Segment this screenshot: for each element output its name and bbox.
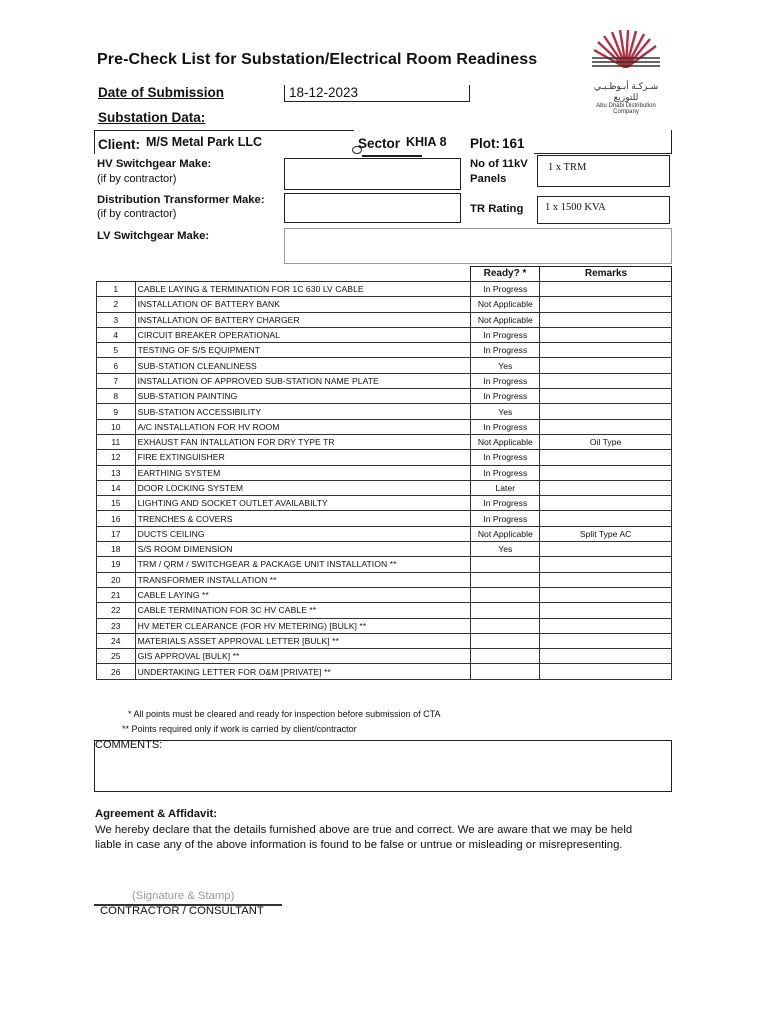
item-remarks[interactable] [540,542,672,557]
item-remarks[interactable] [540,389,672,404]
transformer-make-label: Distribution Transformer Make: [97,194,265,206]
item-number: 3 [97,312,136,327]
item-remarks[interactable] [540,327,672,342]
item-description: UNDERTAKING LETTER FOR O&M [PRIVATE] ** [135,664,471,679]
item-ready-status[interactable]: Not Applicable [471,526,540,541]
item-number: 20 [97,572,136,587]
item-ready-status[interactable]: Yes [471,404,540,419]
item-description: HV METER CLEARANCE (FOR HV METERING) [BULK] ** [135,618,471,633]
signature-role: CONTRACTOR / CONSULTANT [100,905,264,917]
item-ready-status[interactable]: Not Applicable [471,297,540,312]
item-ready-status[interactable]: In Progress [471,419,540,434]
item-description: FIRE EXTINGUISHER [135,450,471,465]
client-row [94,128,672,156]
table-row [97,496,672,511]
table-row [97,603,672,618]
item-remarks[interactable] [540,297,672,312]
item-number: 4 [97,327,136,342]
agreement-line-2: liable in case any of the above information is found to be false or untrue or misleading or misrepresenting. [95,839,623,851]
tr-rating-label: TR Rating [470,203,524,215]
note-2: ** Points required only if work is carried by client/contractor [122,724,357,734]
item-number: 9 [97,404,136,419]
hv-switchgear-note: (if by contractor) [97,173,177,185]
table-row [97,587,672,602]
table-row [97,480,672,495]
transformer-make-field[interactable] [284,193,461,223]
item-remarks[interactable] [540,511,672,526]
item-ready-status[interactable] [471,633,540,648]
item-ready-status[interactable]: Yes [471,358,540,373]
submission-date-field[interactable] [284,85,470,102]
item-remarks[interactable] [540,358,672,373]
signature-hint: (Signature & Stamp) [132,890,235,902]
item-ready-status[interactable]: In Progress [471,327,540,342]
item-description: LIGHTING AND SOCKET OUTLET AVAILABILTY [135,496,471,511]
item-remarks[interactable] [540,664,672,679]
panels-field[interactable] [537,155,670,187]
table-row [97,389,672,404]
item-ready-status[interactable]: Not Applicable [471,434,540,449]
item-remarks[interactable] [540,373,672,388]
comments-box[interactable] [94,740,672,792]
item-remarks[interactable] [540,419,672,434]
item-ready-status[interactable]: In Progress [471,389,540,404]
item-description: A/C INSTALLATION FOR HV ROOM [135,419,471,434]
note-1: * All points must be cleared and ready for inspection before submission of CTA [128,709,441,719]
item-description: TRANSFORMER INSTALLATION ** [135,572,471,587]
plot-field[interactable] [534,130,672,154]
table-row [97,649,672,664]
table-row [97,343,672,358]
panels-label-2: Panels [470,173,507,185]
table-row [97,282,672,297]
item-remarks[interactable] [540,557,672,572]
client-label: Client: [98,137,140,152]
item-remarks[interactable] [540,603,672,618]
item-remarks[interactable] [540,633,672,648]
table-row [97,450,672,465]
item-ready-status[interactable]: In Progress [471,450,540,465]
item-number: 19 [97,557,136,572]
adc-logo [586,28,666,115]
item-remarks[interactable] [540,649,672,664]
item-number: 14 [97,480,136,495]
item-description: SUB-STATION PAINTING [135,389,471,404]
item-ready-status[interactable]: In Progress [471,496,540,511]
item-number: 13 [97,465,136,480]
table-row [97,542,672,557]
item-number: 5 [97,343,136,358]
plot-label: Plot: [470,136,500,151]
item-number: 15 [97,496,136,511]
col-remarks-header: Remarks [584,268,628,279]
item-number: 16 [97,511,136,526]
item-remarks[interactable] [540,343,672,358]
item-number: 8 [97,389,136,404]
table-row [97,465,672,480]
item-description: CABLE TERMINATION FOR 3C HV CABLE ** [135,603,471,618]
table-row [97,572,672,587]
transformer-make-note: (if by contractor) [97,208,177,220]
table-row [97,297,672,312]
item-description: EXHAUST FAN INTALLATION FOR DRY TYPE TR [135,434,471,449]
table-row [97,618,672,633]
item-description: CABLE LAYING & TERMINATION FOR 1C 630 LV CABLE [135,282,471,297]
submission-date-label: Date of Submission [98,85,225,100]
hv-switchgear-field[interactable] [284,158,461,190]
item-remarks[interactable] [540,312,672,327]
lv-switchgear-label: LV Switchgear Make: [97,230,210,242]
table-row [97,664,672,679]
item-ready-status[interactable]: Not Applicable [471,312,540,327]
item-remarks[interactable] [540,587,672,602]
item-description: INSTALLATION OF APPROVED SUB-STATION NAME PLATE [135,373,471,388]
item-ready-status[interactable] [471,572,540,587]
item-description: MATERIALS ASSET APPROVAL LETTER [BULK] ** [135,633,471,648]
item-remarks[interactable]: Split Type AC [540,526,672,541]
sunburst-logo-icon [586,28,666,72]
agreement-heading: Agreement & Affidavit: [95,808,217,820]
item-ready-status[interactable] [471,664,540,679]
item-ready-status[interactable]: Later [471,480,540,495]
item-description: INSTALLATION OF BATTERY CHARGER [135,312,471,327]
item-ready-status[interactable] [471,587,540,602]
item-remarks[interactable] [540,496,672,511]
item-ready-status[interactable] [471,649,540,664]
item-ready-status[interactable]: In Progress [471,343,540,358]
item-ready-status[interactable] [471,618,540,633]
item-ready-status[interactable]: In Progress [471,282,540,297]
item-number: 6 [97,358,136,373]
item-description: TRENCHES & COVERS [135,511,471,526]
sector-value: KHIA 8 [406,135,447,149]
item-description: DOOR LOCKING SYSTEM [135,480,471,495]
plot-value: 161 [502,136,525,151]
item-remarks[interactable]: Oil Type [540,434,672,449]
item-description: CIRCUIT BREAKER OPERATIONAL [135,327,471,342]
item-remarks[interactable] [540,480,672,495]
hv-switchgear-label: HV Switchgear Make: [97,158,212,170]
item-remarks[interactable] [540,450,672,465]
item-ready-status[interactable]: In Progress [471,465,540,480]
item-ready-status[interactable]: Yes [471,542,540,557]
tr-rating-value: 1 x 1500 KVA [545,202,606,213]
item-number: 25 [97,649,136,664]
table-row [97,327,672,342]
item-number: 17 [97,526,136,541]
submission-date-value: 18-12-2023 [289,85,359,100]
item-description: SUB-STATION CLEANLINESS [135,358,471,373]
item-number: 21 [97,587,136,602]
table-row [97,404,672,419]
item-remarks[interactable] [540,282,672,297]
item-description: TRM / QRM / SWITCHGEAR & PACKAGE UNIT INSTALLATION ** [135,557,471,572]
table-row [97,373,672,388]
item-number: 23 [97,618,136,633]
item-description: S/S ROOM DIMENSION [135,542,471,557]
panels-value: 1 x TRM [548,162,587,173]
item-description: TESTING OF S/S EQUIPMENT [135,343,471,358]
item-remarks[interactable] [540,404,672,419]
item-ready-status[interactable]: In Progress [471,511,540,526]
item-number: 1 [97,282,136,297]
table-row [97,419,672,434]
item-description: GIS APPROVAL [BULK] ** [135,649,471,664]
item-ready-status[interactable]: In Progress [471,373,540,388]
table-row [97,633,672,648]
item-number: 24 [97,633,136,648]
item-number: 18 [97,542,136,557]
item-description: DUCTS CEILING [135,526,471,541]
logo-english-text: Abu Dhabi Distribution Company [596,103,656,115]
item-description: INSTALLATION OF BATTERY BANK [135,297,471,312]
item-number: 2 [97,297,136,312]
table-row [97,358,672,373]
item-description: EARTHING SYSTEM [135,465,471,480]
table-header [470,266,672,282]
substation-data-heading: Substation Data: [98,110,206,125]
item-ready-status[interactable] [471,557,540,572]
comments-label: COMMENTS: [95,739,163,751]
item-number: 10 [97,419,136,434]
tr-rating-field[interactable] [537,196,670,224]
item-remarks[interactable] [540,572,672,587]
logo-arabic-text: شـركـة أبـوظـبـي للتوزيع [593,81,659,102]
item-number: 7 [97,373,136,388]
agreement-line-1: We hereby declare that the details furnished above are true and correct. We are aware that we may be held [95,824,633,836]
item-number: 22 [97,603,136,618]
item-number: 11 [97,434,136,449]
client-value: M/S Metal Park LLC [146,135,262,149]
col-ready-header: Ready? * [483,268,527,279]
page-title: Pre-Check List for Substation/Electrical Room Readiness [97,51,538,68]
checklist-table [96,281,672,680]
panels-label: No of 11kV [470,158,528,170]
table-row [97,312,672,327]
item-number: 26 [97,664,136,679]
item-remarks[interactable] [540,618,672,633]
table-row [97,557,672,572]
item-remarks[interactable] [540,465,672,480]
table-row [97,526,672,541]
sector-label: Sector [358,136,401,151]
lv-switchgear-field[interactable] [284,228,672,264]
item-description: SUB-STATION ACCESSIBILITY [135,404,471,419]
item-description: CABLE LAYING ** [135,587,471,602]
table-row [97,511,672,526]
table-row [97,434,672,449]
item-number: 12 [97,450,136,465]
item-ready-status[interactable] [471,603,540,618]
